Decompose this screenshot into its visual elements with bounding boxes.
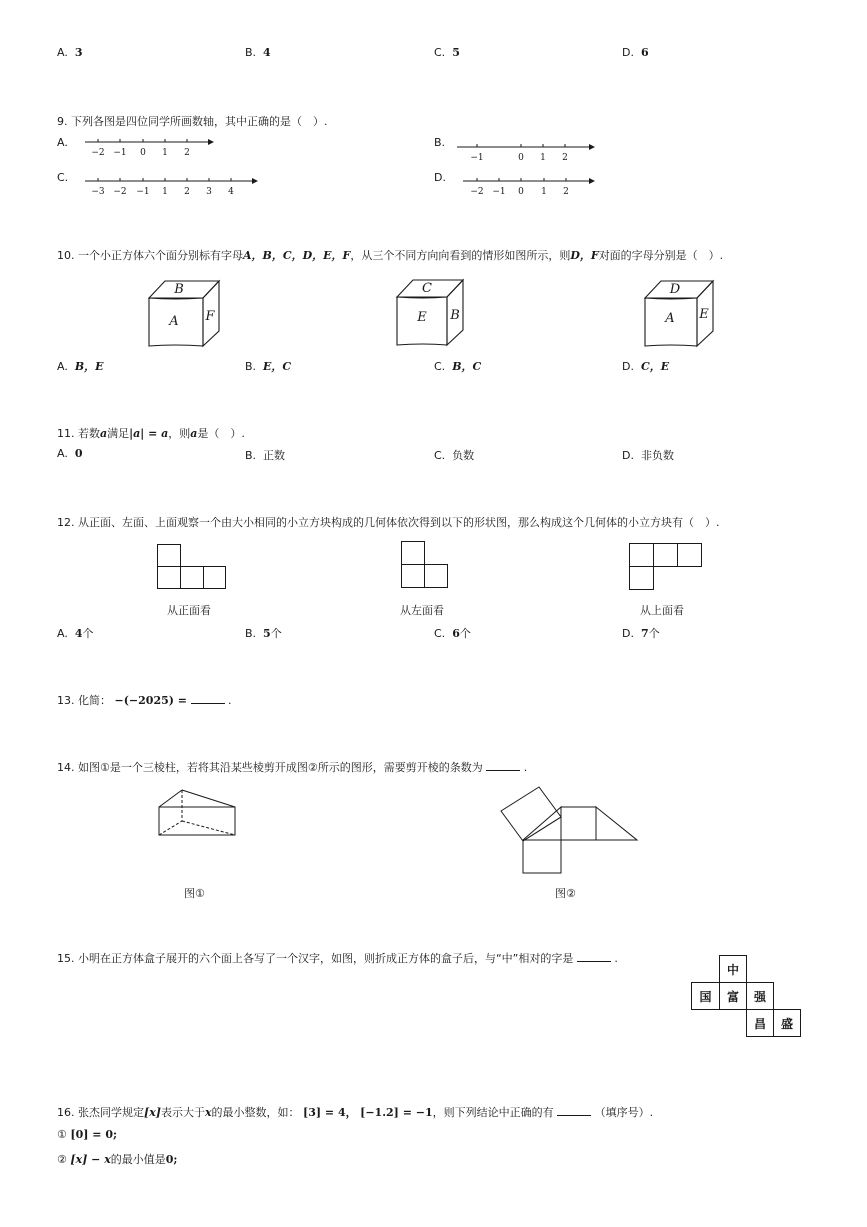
option-text: 3 bbox=[74, 46, 83, 59]
option-text: 6 bbox=[640, 46, 649, 59]
q9-option-b-label[interactable]: B. bbox=[434, 136, 446, 149]
tick-label: 1 bbox=[162, 148, 168, 158]
q13-stem: 13. 化简： −(−2025) = . bbox=[57, 694, 232, 707]
prism-figure bbox=[155, 785, 240, 840]
tick-label: −1 bbox=[492, 187, 506, 197]
cube-face-side: F bbox=[205, 309, 215, 324]
tick-label: 1 bbox=[540, 153, 546, 163]
tick-label: 2 bbox=[184, 187, 190, 197]
tick-label: 1 bbox=[162, 187, 168, 197]
net-cell: 盛 bbox=[773, 1009, 801, 1037]
cube-view-3 bbox=[641, 278, 721, 350]
q8-option-a[interactable] bbox=[57, 46, 82, 59]
option-letter: A. bbox=[57, 46, 68, 59]
answer-blank[interactable] bbox=[486, 761, 520, 771]
caption-figure-1: 图① bbox=[184, 887, 205, 900]
tick-label: 4 bbox=[228, 187, 234, 197]
tick-label: −2 bbox=[91, 148, 105, 158]
q9-option-a-label[interactable]: A. bbox=[57, 136, 68, 149]
caption-figure-2: 图② bbox=[555, 887, 576, 900]
net-cell: 昌 bbox=[746, 1009, 774, 1037]
cube-face-front: E bbox=[417, 310, 427, 325]
tick-label: −1 bbox=[470, 153, 484, 163]
q12-option-b[interactable]: B. 5个 bbox=[245, 627, 282, 640]
q9-option-c-label[interactable]: C. bbox=[57, 171, 69, 184]
answer-blank[interactable] bbox=[191, 694, 225, 704]
net-cell: 中 bbox=[719, 955, 747, 983]
cube-face-front: A bbox=[665, 311, 675, 326]
net-cell: 国 bbox=[691, 982, 720, 1010]
cube-view-2 bbox=[393, 277, 473, 349]
option-letter: B. bbox=[245, 46, 257, 59]
cube-face-top: C bbox=[422, 281, 432, 296]
q11-option-b[interactable]: B. 正数 bbox=[245, 449, 286, 462]
q11-option-a[interactable]: A. 0 bbox=[57, 447, 83, 460]
tick-label: 2 bbox=[563, 187, 569, 197]
q8-option-c[interactable] bbox=[434, 46, 460, 59]
option-letter: D. bbox=[622, 46, 634, 59]
q10-option-b[interactable]: B. E，C bbox=[245, 360, 292, 373]
tick-label: 0 bbox=[140, 148, 146, 158]
q12-option-c[interactable]: C. 6个 bbox=[434, 627, 471, 640]
q11-option-c[interactable]: C. 负数 bbox=[434, 449, 475, 462]
cube-face-side: B bbox=[450, 308, 460, 323]
tick-label: −1 bbox=[113, 148, 127, 158]
q12-option-a[interactable]: A. 4个 bbox=[57, 627, 94, 640]
q10-stem: 10. 一个小正方体六个面分别标有字母A，B，C，D，E，F，从三个不同方向向看到的情形如图所示，则D，F对面的字母分别是（ ）. bbox=[57, 249, 724, 262]
cube-face-top: B bbox=[174, 282, 184, 297]
cube-face-side: E bbox=[699, 307, 709, 322]
tick-label: −3 bbox=[91, 187, 105, 197]
q15-stem: 15. 小明在正方体盒子展开的六个面上各写了一个汉字，如图，则折成正方体的盒子后，与“中”相对的字是 . bbox=[57, 952, 618, 965]
tick-label: 3 bbox=[206, 187, 212, 197]
q16-item-2: ② [x] − x的最小值是0; bbox=[57, 1153, 178, 1166]
tick-label: −1 bbox=[136, 187, 150, 197]
tick-label: −2 bbox=[113, 187, 127, 197]
q10-option-c[interactable]: C. B，C bbox=[434, 360, 482, 373]
tick-label: 2 bbox=[562, 153, 568, 163]
q16-item-1: ① [0] = 0; bbox=[57, 1128, 118, 1141]
q12-option-d[interactable]: D. 7个 bbox=[622, 627, 660, 640]
q9-stem: 9. 下列各图是四位同学所画数轴，其中正确的是（ ）. bbox=[57, 115, 328, 128]
tick-label: −2 bbox=[470, 187, 484, 197]
q11-option-d[interactable]: D. 非负数 bbox=[622, 449, 674, 462]
q8-option-b[interactable] bbox=[245, 46, 271, 59]
tick-label: 0 bbox=[518, 187, 524, 197]
tick-label: 2 bbox=[184, 148, 190, 158]
q10-option-d[interactable]: D. C，E bbox=[622, 360, 670, 373]
number-line-d bbox=[460, 173, 600, 199]
number-line-a bbox=[80, 134, 220, 160]
caption-top-view: 从上面看 bbox=[640, 604, 684, 617]
caption-front-view: 从正面看 bbox=[167, 604, 211, 617]
option-text: 4 bbox=[263, 46, 271, 59]
cube-view-1 bbox=[145, 278, 225, 350]
q10-option-a[interactable]: A. B，E bbox=[57, 360, 104, 373]
net-cell: 强 bbox=[746, 982, 774, 1010]
q12-stem: 12. 从正面、左面、上面观察一个由大小相同的小立方块构成的几何体依次得到以下的形状图，那么构成这个几何体的小立方块有（ ）. bbox=[57, 516, 720, 529]
tick-label: 0 bbox=[518, 153, 524, 163]
number-line-b bbox=[455, 139, 600, 165]
tick-label: 1 bbox=[541, 187, 547, 197]
answer-blank[interactable] bbox=[557, 1106, 591, 1116]
caption-left-view: 从左面看 bbox=[400, 604, 444, 617]
cube-face-top: D bbox=[669, 282, 681, 297]
q14-stem: 14. 如图①是一个三棱柱，若将其沿某些棱剪开成图②所示的图形，需要剪开棱的条数为 . bbox=[57, 761, 528, 774]
q8-option-d[interactable] bbox=[622, 46, 649, 59]
option-text: 5 bbox=[452, 46, 460, 59]
cube-face-front: A bbox=[169, 314, 179, 329]
prism-net-figure bbox=[497, 782, 645, 877]
option-letter: C. bbox=[434, 46, 446, 59]
number-line-c bbox=[80, 173, 265, 199]
answer-blank[interactable] bbox=[577, 952, 611, 962]
q16-stem: 16. 张杰同学规定[x]表示大于x的最小整数，如： [3] = 4， [−1.2] = −1，则下列结论中正确的有 （填序号）. bbox=[57, 1106, 654, 1119]
q11-stem: 11. 若数a满足|a| = a，则a是（ ）. bbox=[57, 427, 245, 440]
q9-option-d-label[interactable]: D. bbox=[434, 171, 446, 184]
net-cell: 富 bbox=[719, 982, 747, 1010]
